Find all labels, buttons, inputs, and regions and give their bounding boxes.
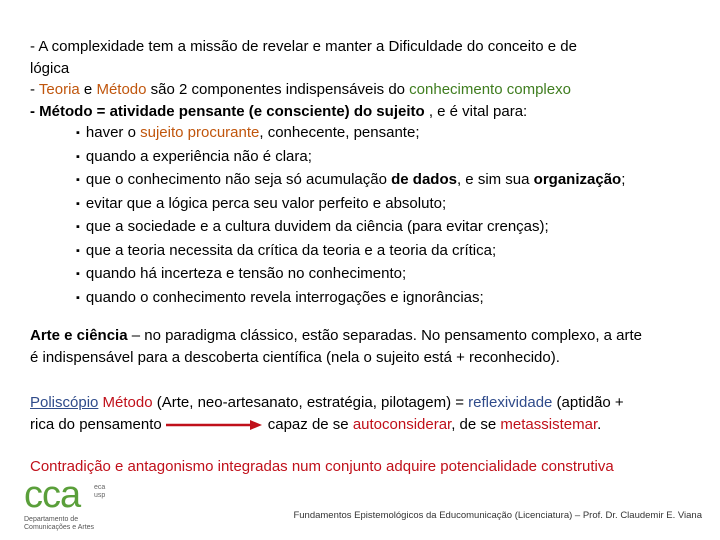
metassistemar-term: metassistemar — [500, 415, 598, 433]
item-text: , conhecente, pensante; — [259, 124, 420, 141]
connector: e — [79, 81, 97, 98]
autoconsiderar-term: autoconsiderar — [352, 415, 452, 433]
poliscopio-paragraph — [30, 392, 698, 435]
item-text: que o conhecimento não seja só acumulação — [85, 171, 392, 188]
intro-line-2: lógica — [30, 59, 70, 77]
paragraph-line-1 — [30, 325, 698, 347]
contradicao-paragraph: Contradição e antagonismo integradas num conjunto adquire potencialidade construtiva — [30, 458, 614, 475]
paragraph-line-1 — [30, 392, 698, 414]
intro-line-4 — [30, 101, 698, 123]
logo-usp: usp — [94, 492, 106, 499]
intro-line-3 — [30, 79, 698, 101]
logo-text: cca — [24, 474, 81, 516]
line-text: – no paradigma clássico, estão separadas. No pensamento complexo, a arte — [127, 327, 643, 344]
reflexividade-term: reflexividade — [468, 394, 553, 411]
logo-caption-line-2: Comunicações e Artes — [24, 524, 95, 531]
line-text: são 2 componentes indispensáveis do — [146, 81, 410, 98]
arte-ciencia-paragraph — [30, 325, 698, 368]
bullet-list — [76, 122, 698, 310]
line-text: (Arte, neo-artesanato, estratégia, pilotagem) = — [152, 394, 469, 411]
item-text: , e sim sua — [456, 171, 534, 188]
organizacao-term: organização — [533, 171, 622, 188]
metodo-term: Método — [96, 81, 147, 98]
line-text: , de se — [451, 415, 501, 433]
logo-caption — [24, 516, 124, 532]
arrow-right-icon — [166, 420, 262, 430]
metodo-definition: - Método = atividade pensante (e consciente) do sujeito — [30, 102, 425, 120]
list-item — [76, 169, 698, 193]
metodo-term: Método — [98, 394, 153, 411]
list-item: ▪ que a sociedade e a cultura duvidem da ciência (para evitar crenças); — [76, 216, 698, 240]
line-text: (aptidão + — [552, 394, 624, 411]
paragraph-line-2 — [30, 414, 698, 436]
list-item: ▪ evitar que a lógica perca seu valor perfeito e absoluto; — [76, 193, 698, 217]
item-text: ; — [621, 171, 626, 188]
poliscopio-link[interactable]: Poliscópio — [30, 394, 99, 411]
sujeito-procurante-term: sujeito procurante — [140, 124, 260, 141]
line-text: , e é vital para: — [424, 102, 528, 120]
cca-logo — [24, 474, 124, 532]
dash: - — [30, 81, 39, 98]
teoria-term: Teoria — [38, 81, 80, 98]
list-item: ▪ quando o conhecimento revela interrogações e ignorâncias; — [76, 287, 698, 311]
item-text: haver o — [85, 124, 141, 141]
list-item: ▪ quando há incerteza e tensão no conhecimento; — [76, 263, 698, 287]
list-item: ▪ que a teoria necessita da crítica da teoria e a teoria da crítica; — [76, 240, 698, 264]
intro-line-1: - A complexidade tem a missão de revelar e manter a Dificuldade do conceito e de — [30, 38, 577, 55]
line-text: capaz de se — [267, 415, 353, 433]
logo-caption-line-1: Departamento de — [24, 516, 79, 523]
logo-eca: eca — [94, 484, 106, 491]
line-text: rica do pensamento — [30, 415, 162, 433]
list-item: ▪ quando a experiência não é clara; — [76, 146, 698, 170]
paragraph-line-2: é indispensável para a descoberta científica (nela o sujeito está + reconhecido). — [30, 348, 560, 366]
footer-credit: Fundamentos Epistemológicos da Educomunicação (Licenciatura) – Prof. Dr. Claudemir E. Viana — [293, 510, 702, 521]
dados-term: de dados — [391, 171, 457, 188]
conhecimento-complexo-term: conhecimento complexo — [409, 81, 571, 98]
intro-paragraph — [30, 36, 698, 310]
list-item — [76, 122, 698, 146]
line-text: . — [597, 415, 602, 433]
arte-ciencia-term: Arte e ciência — [30, 327, 128, 344]
